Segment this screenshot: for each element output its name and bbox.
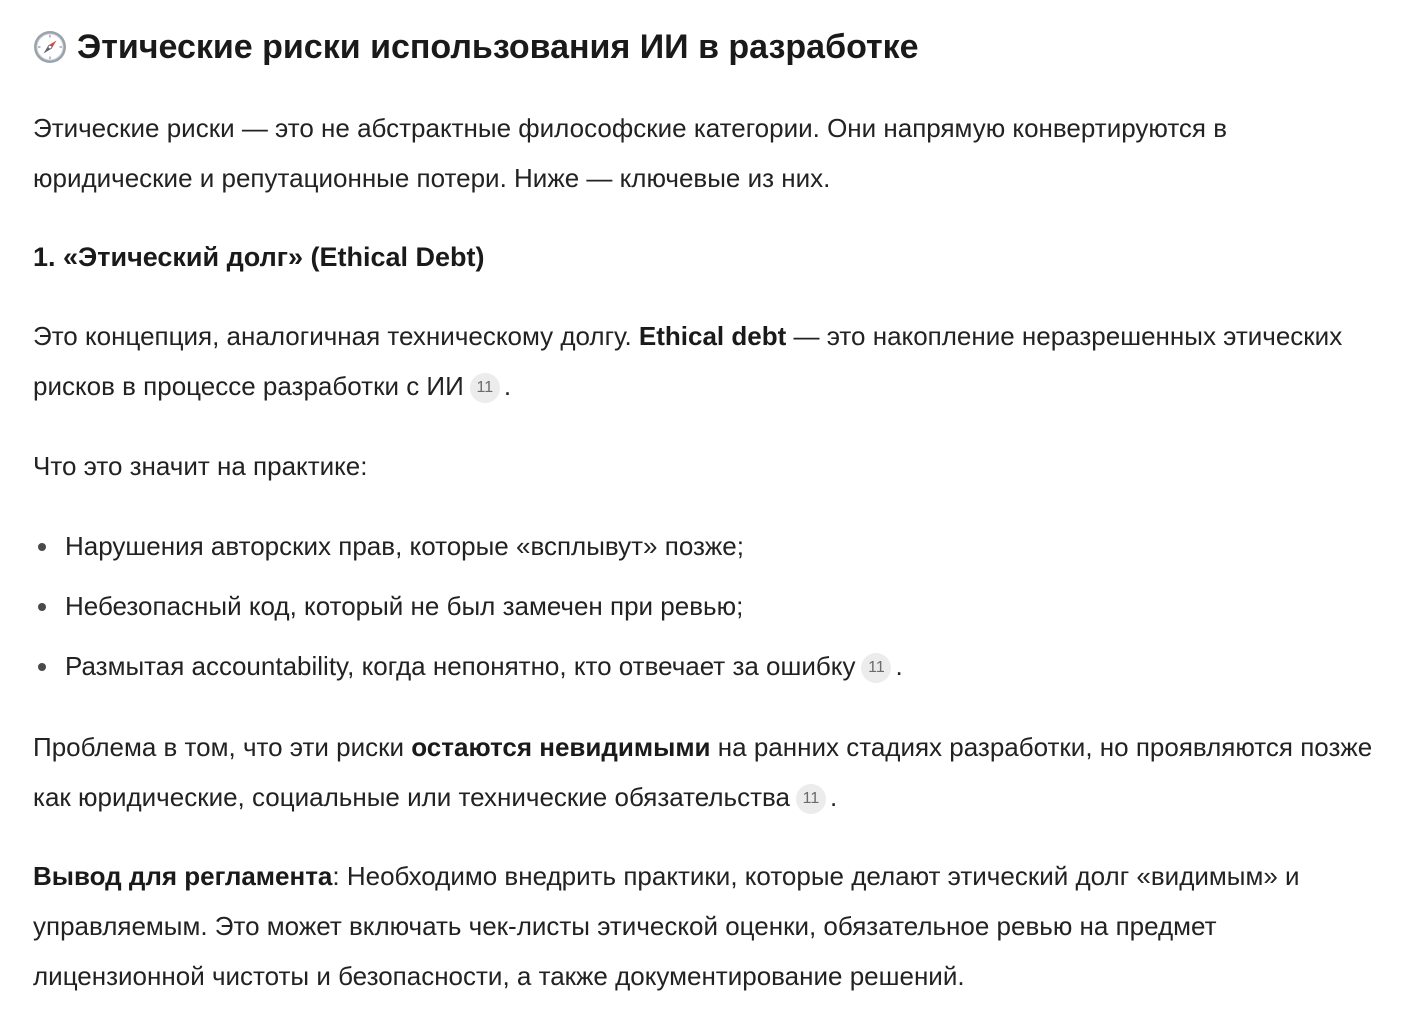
list-item — [33, 521, 1393, 571]
list-item — [33, 641, 1393, 691]
list-item — [33, 581, 1393, 631]
bullet-dot — [38, 603, 46, 611]
problem-text-rest: на ранних стадиях разработки, но проявляются позже как юридические, социальные или технические обязательства — [33, 732, 1373, 812]
list-item-text: Небезопасный код, который не был замечен при ревью; — [65, 591, 744, 621]
problem-text: Проблема в том, что эти риски — [33, 732, 412, 762]
conclusion-label: Вывод для регламента — [33, 861, 333, 891]
problem-period: . — [829, 782, 838, 812]
definition-period: . — [503, 371, 512, 401]
problem-paragraph — [33, 722, 1393, 822]
definition-text: Это концепция, аналогичная техническому долгу. — [33, 321, 639, 351]
consequences-list — [33, 521, 1393, 701]
bullet-dot — [38, 543, 46, 551]
section-heading: 1. «Этический долг» (Ethical Debt) — [33, 242, 485, 272]
conclusion-paragraph — [33, 851, 1393, 1001]
conclusion-text: : Необходимо внедрить практики, которые делают этический долг «видимым» и управляемым. Это может включать чек-листы этической оценки, обязательное ревью на предмет лицензионной чистоты и безопасности, а также документирование решений. — [33, 861, 1300, 991]
page-title-text: Этические риски использования ИИ в разработке — [77, 28, 919, 66]
list-item-text: Нарушения авторских прав, которые «всплывут» позже; — [65, 531, 744, 561]
problem-emphasis: остаются невидимыми — [411, 732, 711, 762]
intro-paragraph: Этические риски — это не абстрактные философские категории. Они напрямую конвертируются в юридические и репутационные потери. Ниже — ключевые из них. — [33, 113, 1228, 193]
list-item-text: Размытая accountability, когда непонятно, кто отвечает за ошибку — [65, 651, 856, 681]
compass-icon — [33, 30, 67, 64]
bullet-dot — [38, 663, 46, 671]
page-title — [33, 24, 919, 70]
definition-term: Ethical debt — [638, 321, 787, 351]
definition-text-rest: — это накопление неразрешенных этических рисков в процессе разработки с ИИ — [33, 321, 1343, 401]
citation-badge[interactable]: 11 — [796, 784, 826, 814]
definition-paragraph — [33, 311, 1393, 411]
list-item-period: . — [895, 651, 903, 681]
practice-label: Что это значит на практике: — [33, 451, 368, 481]
citation-badge[interactable]: 11 — [470, 373, 500, 403]
citation-badge[interactable]: 11 — [861, 653, 891, 683]
